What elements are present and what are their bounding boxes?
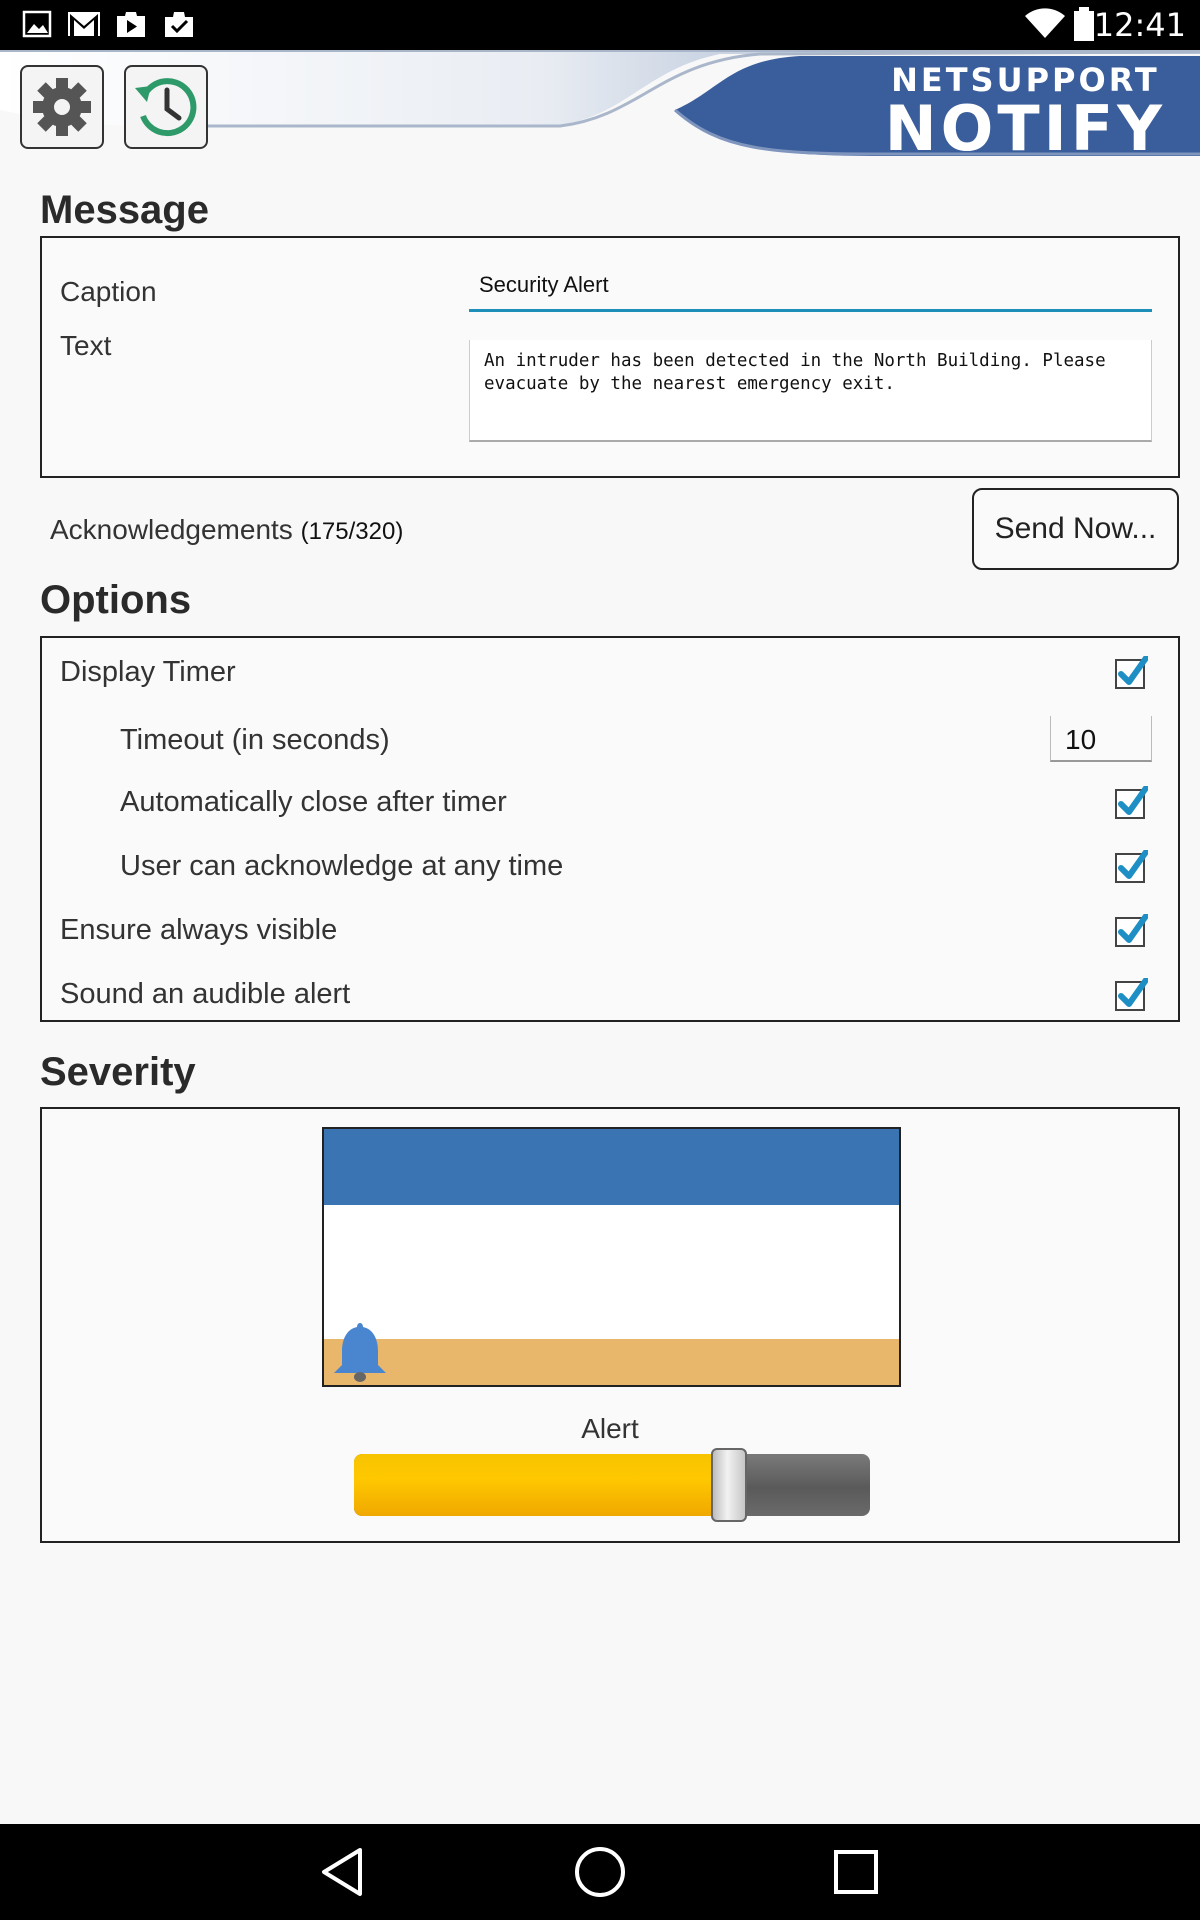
image-icon [22,9,52,39]
always-visible-row [42,906,1178,956]
timeout-input[interactable]: 10 [1050,716,1152,762]
audible-alert-row [42,970,1178,1020]
acknowledgements-label [50,514,403,546]
message-panel [40,236,1180,478]
always-visible-label: Ensure always visible [60,914,338,946]
audible-alert-checkbox[interactable] [1114,978,1148,1012]
bell-icon [332,1321,388,1383]
timeout-label: Timeout (in seconds) [120,724,390,756]
home-icon[interactable] [572,1844,628,1900]
back-icon[interactable] [316,1844,368,1900]
shopping-bag-icon [162,9,196,39]
message-section-title: Message [40,188,209,232]
play-store-icon [114,9,148,39]
acknowledgements-text: Acknowledgements [50,514,293,545]
send-now-button[interactable]: Send Now... [972,488,1179,570]
history-icon [131,72,201,142]
severity-slider[interactable] [354,1454,870,1516]
app-header [0,50,1200,165]
display-timer-row [42,648,1178,698]
audible-alert-label: Sound an audible alert [60,978,351,1010]
status-bar [0,0,1200,50]
clock: 12:41 [1093,6,1186,44]
severity-slider-fill [354,1454,729,1516]
settings-icon [29,74,95,140]
user-acknowledge-label: User can acknowledge at any time [120,850,564,882]
caption-input[interactable]: Security Alert [469,266,1152,312]
timeout-row [42,716,1178,766]
brand-logo: NETSUPPORT NOTIFY [884,61,1166,165]
notification-preview [322,1127,901,1387]
message-text-input[interactable]: An intruder has been detected in the North Building. Please evacuate by the nearest emergency exit. [469,340,1152,442]
wifi-icon [1024,8,1066,40]
preview-header-bar [324,1129,899,1205]
severity-panel [40,1107,1180,1543]
auto-close-checkbox[interactable] [1114,786,1148,820]
severity-section-title: Severity [40,1050,196,1094]
options-section-title: Options [40,578,192,622]
always-visible-checkbox[interactable] [1114,914,1148,948]
preview-footer-bar [324,1339,899,1385]
user-acknowledge-checkbox[interactable] [1114,850,1148,884]
navigation-bar [0,1824,1200,1920]
severity-slider-thumb[interactable] [711,1448,747,1522]
battery-icon [1072,6,1096,42]
recents-icon[interactable] [830,1844,882,1900]
auto-close-row [42,778,1178,828]
settings-button[interactable] [20,65,104,149]
history-button[interactable] [124,65,208,149]
gmail-icon [66,9,102,39]
options-panel [40,636,1180,1022]
user-acknowledge-row [42,842,1178,892]
display-timer-label: Display Timer [60,656,236,688]
caption-label: Caption [60,276,157,307]
display-timer-checkbox[interactable] [1114,656,1148,690]
auto-close-label: Automatically close after timer [120,786,507,818]
text-label: Text [60,330,112,361]
severity-level-label: Alert [581,1413,639,1444]
acknowledgements-count: (175/320) [300,518,404,545]
